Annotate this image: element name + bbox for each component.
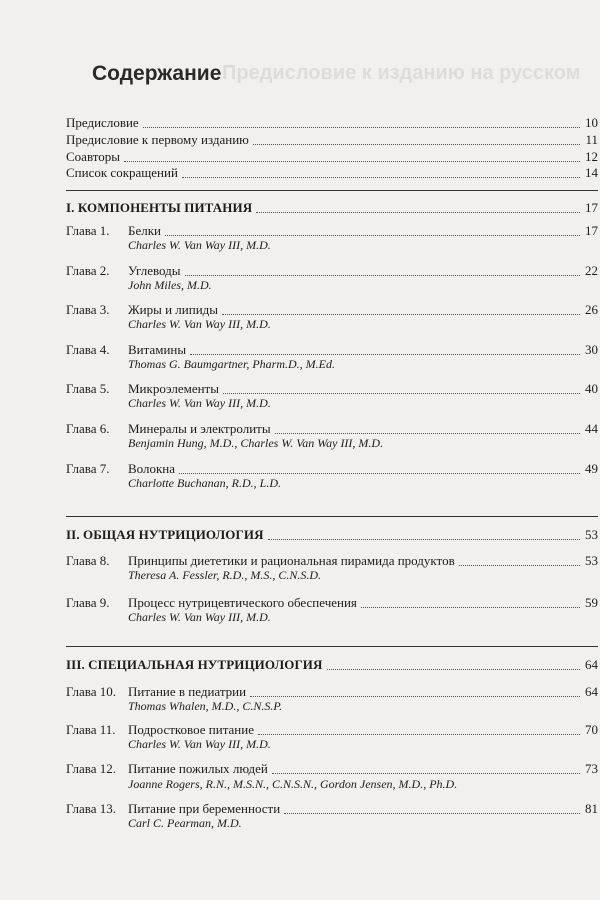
chapter-title: Жиры и липиды <box>128 302 219 317</box>
page-number: 53 <box>585 527 598 542</box>
page-number: 11 <box>585 132 598 147</box>
toc-section-2[interactable] <box>66 526 598 544</box>
chapter-author: Thomas Whalen, M.D., C.N.S.P. <box>128 699 283 713</box>
toc-section-3[interactable] <box>66 656 598 674</box>
leader-dots <box>124 161 580 162</box>
toc-entry-label: Соавторы <box>66 149 120 164</box>
toc-entry-preface[interactable] <box>66 114 598 132</box>
chapter-author: Benjamin Hung, M.D., Charles W. Van Way III, M.D. <box>128 436 384 450</box>
page-number: 12 <box>585 149 598 164</box>
toc-section-1[interactable] <box>66 199 598 217</box>
leader-dots <box>143 127 580 128</box>
page-number: 44 <box>585 421 598 436</box>
page-number: 30 <box>585 342 598 357</box>
chapter-author: John Miles, M.D. <box>128 278 212 292</box>
chapter-number: Глава 9. <box>66 595 110 610</box>
chapter-title: Питание при беременности <box>128 801 281 816</box>
page-number: 17 <box>585 200 598 215</box>
section-divider <box>66 646 598 647</box>
page-number: 73 <box>585 761 598 776</box>
leader-dots <box>268 539 580 540</box>
page-number: 22 <box>585 263 598 278</box>
page-number: 17 <box>585 223 598 238</box>
leader-dots <box>272 773 580 774</box>
page-number: 10 <box>585 115 598 130</box>
chapter-author: Charlotte Buchanan, R.D., L.D. <box>128 476 281 490</box>
leader-dots <box>284 813 580 814</box>
section-divider <box>66 516 598 517</box>
chapter-number: Глава 11. <box>66 722 116 737</box>
page-number: 49 <box>585 461 598 476</box>
leader-dots <box>190 354 580 355</box>
chapter-author: Charles W. Van Way III, M.D. <box>128 737 271 751</box>
page-number: 70 <box>585 722 598 737</box>
leader-dots <box>250 696 580 697</box>
chapter-number: Глава 8. <box>66 553 110 568</box>
chapter-title: Принципы диететики и рациональная пирамида продуктов <box>128 553 455 568</box>
chapter-number: Глава 3. <box>66 302 110 317</box>
chapter-number: Глава 12. <box>66 761 117 776</box>
leader-dots <box>275 433 580 434</box>
leader-dots <box>222 314 580 315</box>
page-title: Содержание <box>92 62 222 85</box>
chapter-title: Процесс нутрицевтического обеспечения <box>128 595 357 610</box>
section-title: III. СПЕЦИАЛЬНАЯ НУТРИЦИОЛОГИЯ <box>66 657 323 672</box>
chapter-title: Питание пожилых людей <box>128 761 268 776</box>
bleed-through-text: Предисловие к изданию на русском <box>222 62 581 84</box>
toc-entry-label: Список сокращений <box>66 165 178 180</box>
toc-entry-label: Предисловие <box>66 115 139 130</box>
page-number: 40 <box>585 381 598 396</box>
page-number: 64 <box>585 657 598 672</box>
chapter-author: Thomas G. Baumgartner, Pharm.D., M.Ed. <box>128 357 335 371</box>
chapter-number: Глава 7. <box>66 461 110 476</box>
chapter-author: Charles W. Van Way III, M.D. <box>128 610 271 624</box>
chapter-author: Theresa A. Fessler, R.D., M.S., C.N.S.D. <box>128 568 321 582</box>
chapter-title: Белки <box>128 223 161 238</box>
toc-entry-abbreviations[interactable] <box>66 164 598 182</box>
leader-dots <box>185 275 580 276</box>
section-title: II. ОБЩАЯ НУТРИЦИОЛОГИЯ <box>66 527 264 542</box>
leader-dots <box>258 734 580 735</box>
leader-dots <box>165 235 580 236</box>
leader-dots <box>361 607 580 608</box>
chapter-number: Глава 4. <box>66 342 110 357</box>
chapter-title: Микроэлементы <box>128 381 219 396</box>
chapter-author: Charles W. Van Way III, M.D. <box>128 317 271 331</box>
chapter-author: Carl C. Pearman, M.D. <box>128 816 242 830</box>
page-number: 14 <box>585 165 598 180</box>
toc-entry-label: Предисловие к первому изданию <box>66 132 249 147</box>
chapter-number: Глава 6. <box>66 421 110 436</box>
chapter-number: Глава 2. <box>66 263 110 278</box>
chapter-number: Глава 10. <box>66 684 117 699</box>
toc-entry-first-edition-preface[interactable] <box>66 131 598 149</box>
leader-dots <box>459 565 580 566</box>
chapter-title: Подростковое питание <box>128 722 254 737</box>
chapter-title: Минералы и электролиты <box>128 421 271 436</box>
leader-dots <box>179 473 580 474</box>
leader-dots <box>253 144 580 145</box>
chapter-title: Питание в педиатрии <box>128 684 247 699</box>
chapter-author: Joanne Rogers, R.N., M.S.N., C.N.S.N., Gordon Jensen, M.D., Ph.D. <box>128 777 458 791</box>
page-number: 59 <box>585 595 598 610</box>
leader-dots <box>256 212 580 213</box>
chapter-number: Глава 13. <box>66 801 117 816</box>
section-title: I. КОМПОНЕНТЫ ПИТАНИЯ <box>66 200 253 215</box>
leader-dots <box>327 669 580 670</box>
chapter-title: Витамины <box>128 342 187 357</box>
page-number: 81 <box>585 801 598 816</box>
page-number: 64 <box>585 684 598 699</box>
leader-dots <box>182 177 580 178</box>
page-number: 53 <box>585 553 598 568</box>
page-number: 26 <box>585 302 598 317</box>
section-divider <box>66 190 598 191</box>
chapter-title: Углеводы <box>128 263 181 278</box>
leader-dots <box>223 393 580 394</box>
chapter-author: Charles W. Van Way III, M.D. <box>128 396 271 410</box>
chapter-number: Глава 5. <box>66 381 110 396</box>
chapter-number: Глава 1. <box>66 223 110 238</box>
chapter-author: Charles W. Van Way III, M.D. <box>128 238 271 252</box>
chapter-title: Волокна <box>128 461 176 476</box>
